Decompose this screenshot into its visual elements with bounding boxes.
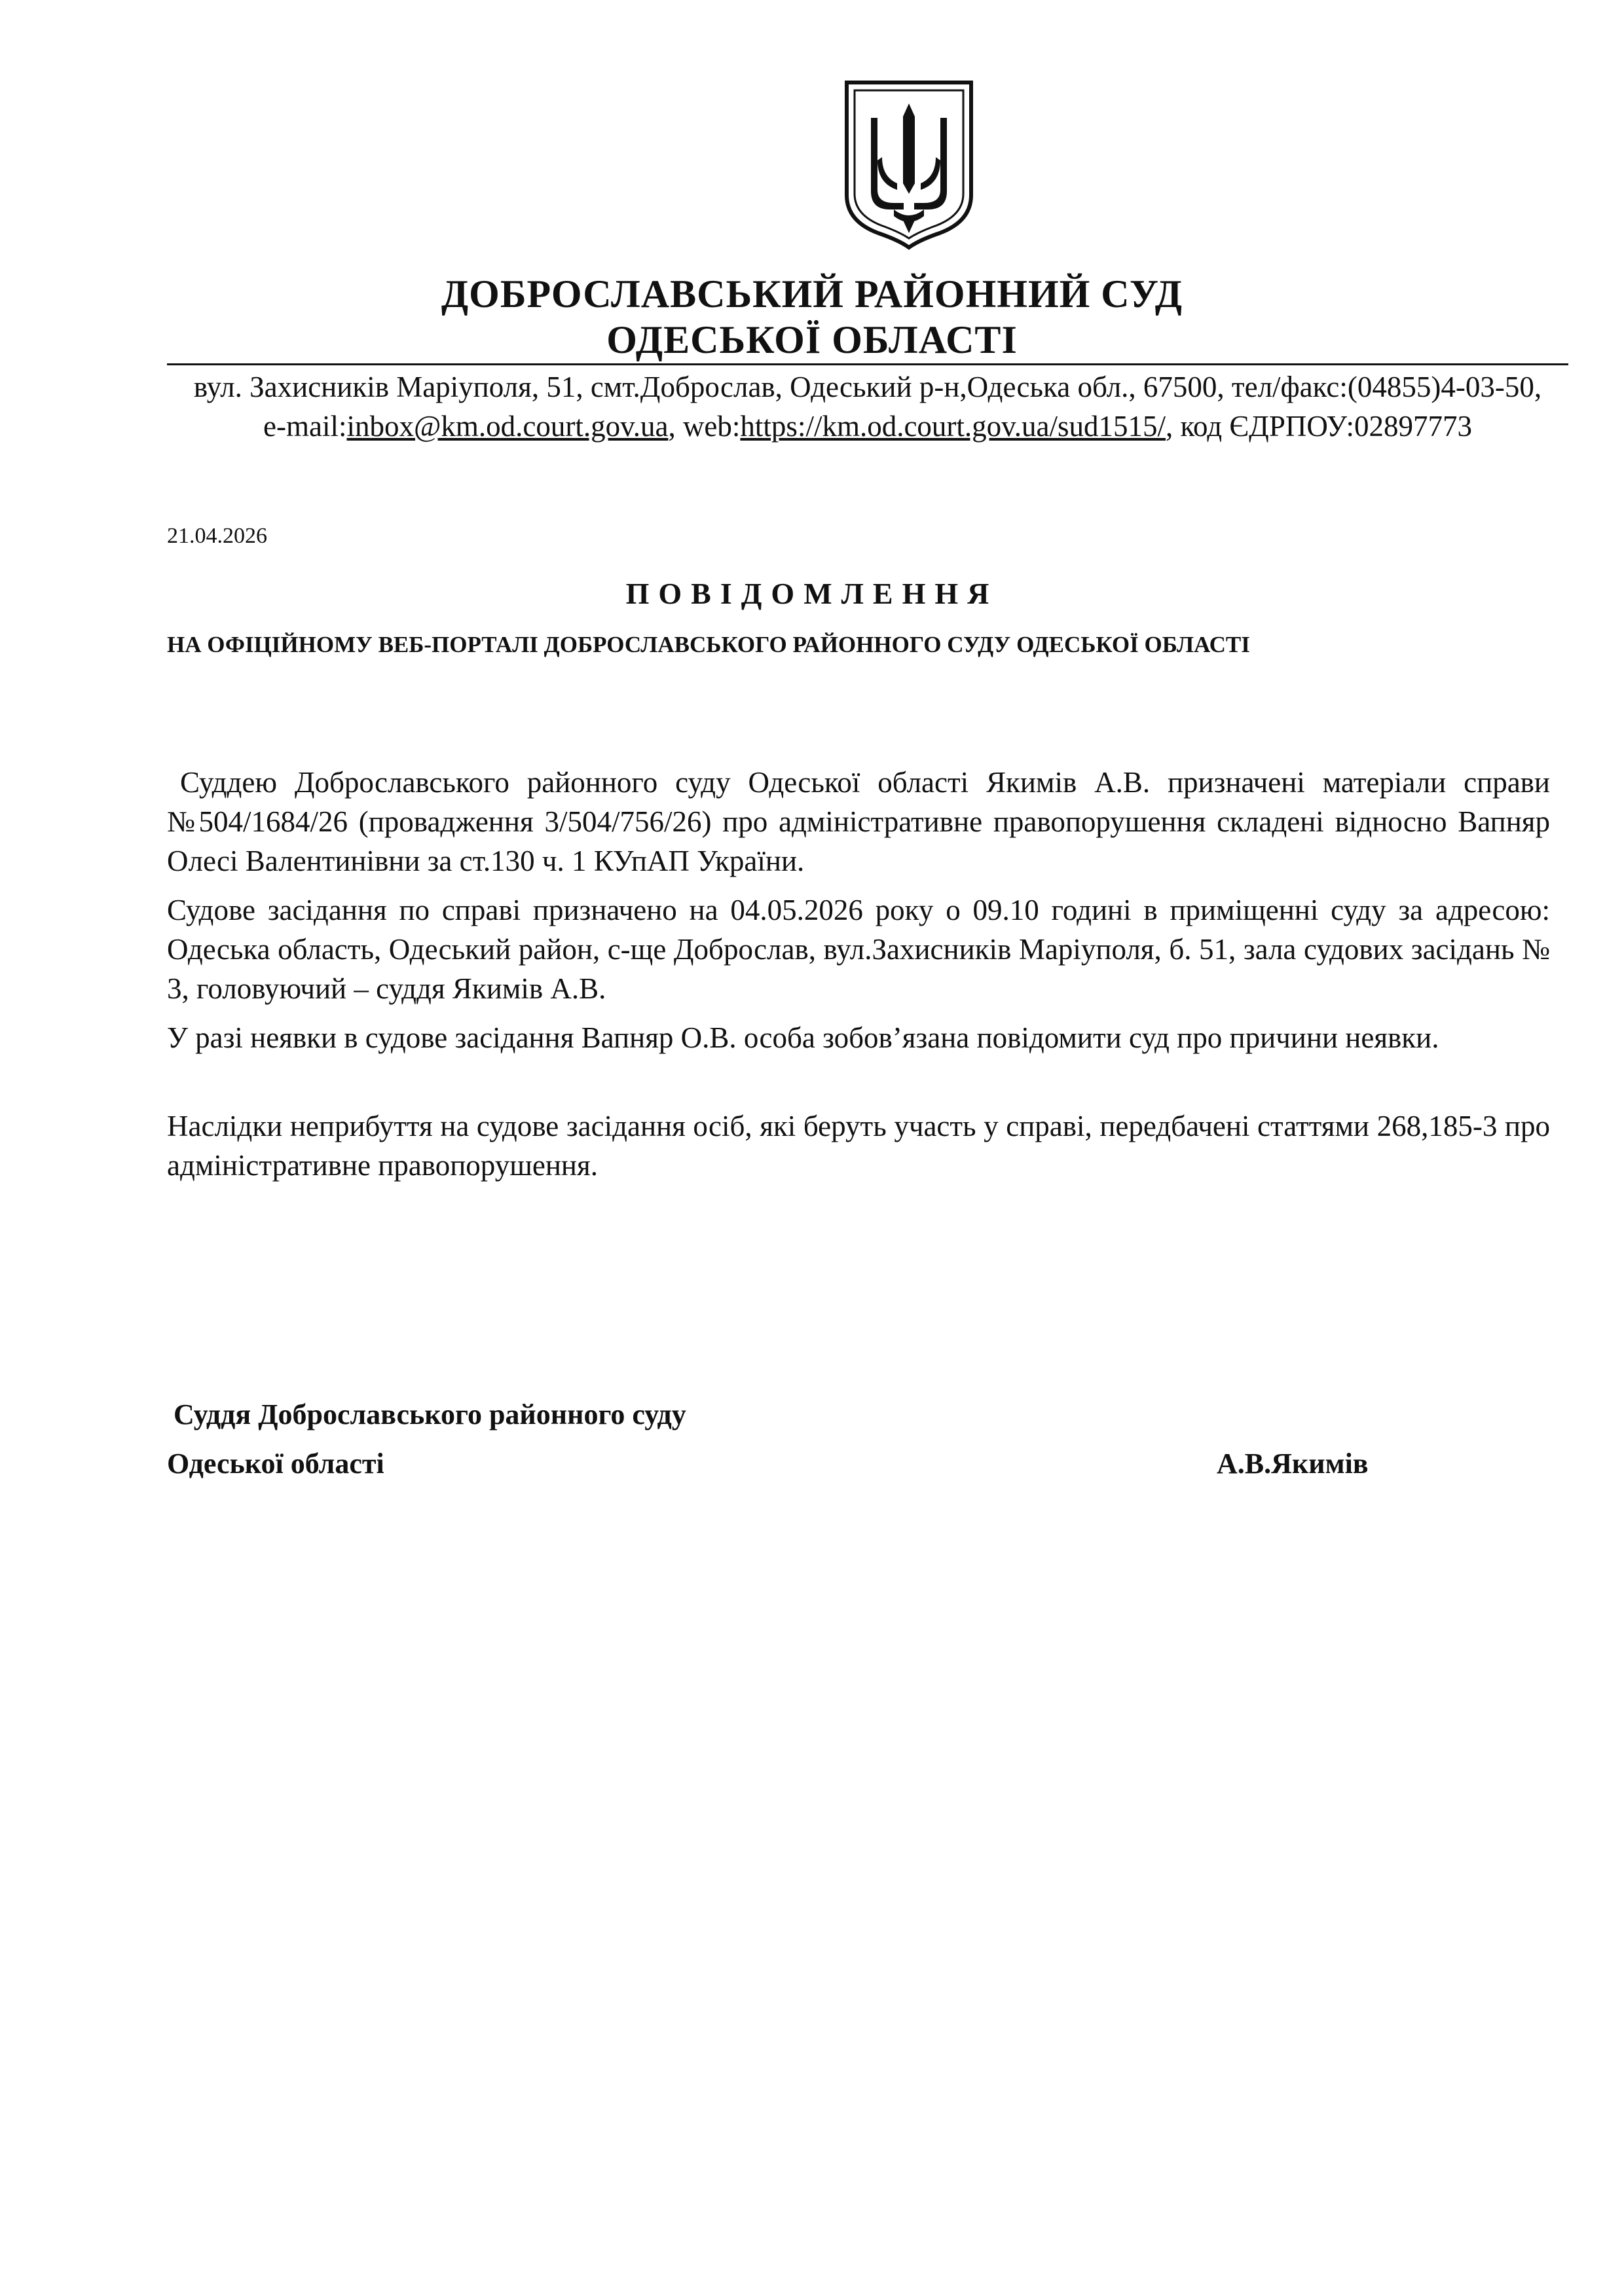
paragraph-text: Наслідки неприбуття на судове засідання осіб, які беруть участь у справі, передбачені статтями 268,185-3 про адміністративне правопорушення.: [167, 1110, 1550, 1182]
signature-position-line1: Суддя Доброславського районного суду: [174, 1398, 686, 1430]
paragraph-hearing-details: [167, 890, 1550, 1008]
paragraph-absence-notice: [167, 1018, 1550, 1057]
court-name-line1: ДОБРОСЛАВСЬКИЙ РАЙОННИЙ СУД: [441, 272, 1183, 316]
signature-position-line2: Одеської області: [167, 1448, 384, 1480]
notice-subtitle: НА ОФІЦІЙНОМУ ВЕБ-ПОРТАЛІ ДОБРОСЛАВСЬКОГО РАЙОННОГО СУДУ ОДЕСЬКОЇ ОБЛАСТІ: [167, 632, 1250, 657]
signature-name: А.В.Якимів: [1217, 1448, 1369, 1480]
paragraph-consequences: [167, 1106, 1550, 1185]
paragraph-case-assignment: [167, 763, 1550, 881]
paragraph-text: Суддею Доброславського районного суду Одеської області Якимів А.В. призначені матеріали справи №504/1684/26 (провадження 3/504/756/26) про адміністративне правопорушення складені відносно Вапняр Олесі Валентинівни за ст.130 ч. 1 КУпАП України.: [167, 766, 1550, 877]
court-contacts: [167, 409, 1568, 443]
court-name-line2: ОДЕСЬКОЇ ОБЛАСТІ: [606, 318, 1018, 361]
header-divider: [167, 363, 1568, 365]
paragraph-text: У разі неявки в судове засідання Вапняр О.В. особа зобов’язана повідомити суд про причини неявки.: [167, 1021, 1439, 1054]
trident-coat-of-arms-icon: [841, 79, 976, 250]
email-label: e-mail:: [263, 410, 347, 443]
paragraph-text: Судове засідання по справі призначено на 04.05.2026 року о 09.10 годині в приміщенні суду за адресою: Одеська область, Одеський район, с-ще Доброслав, вул.Захисників Маріуполя, б. 51, зала судових засідань № 3, головуючий – суддя Якимів А.В.: [167, 894, 1550, 1005]
email-link[interactable]: inbox@km.od.court.gov.ua: [346, 410, 669, 443]
web-label: , web:: [668, 410, 741, 443]
court-address: вул. Захисників Маріуполя, 51, смт.Доброслав, Одеський р-н,Одеська обл., 67500, тел/факс:(04855)4-03-50,: [193, 371, 1542, 403]
document-date: 21.04.2026: [167, 524, 267, 548]
notice-title: ПОВІДОМЛЕННЯ: [625, 577, 999, 610]
edrpou-code: , код ЄДРПОУ:02897773: [1165, 410, 1472, 443]
web-link[interactable]: https://km.od.court.gov.ua/sud1515/: [740, 410, 1166, 443]
